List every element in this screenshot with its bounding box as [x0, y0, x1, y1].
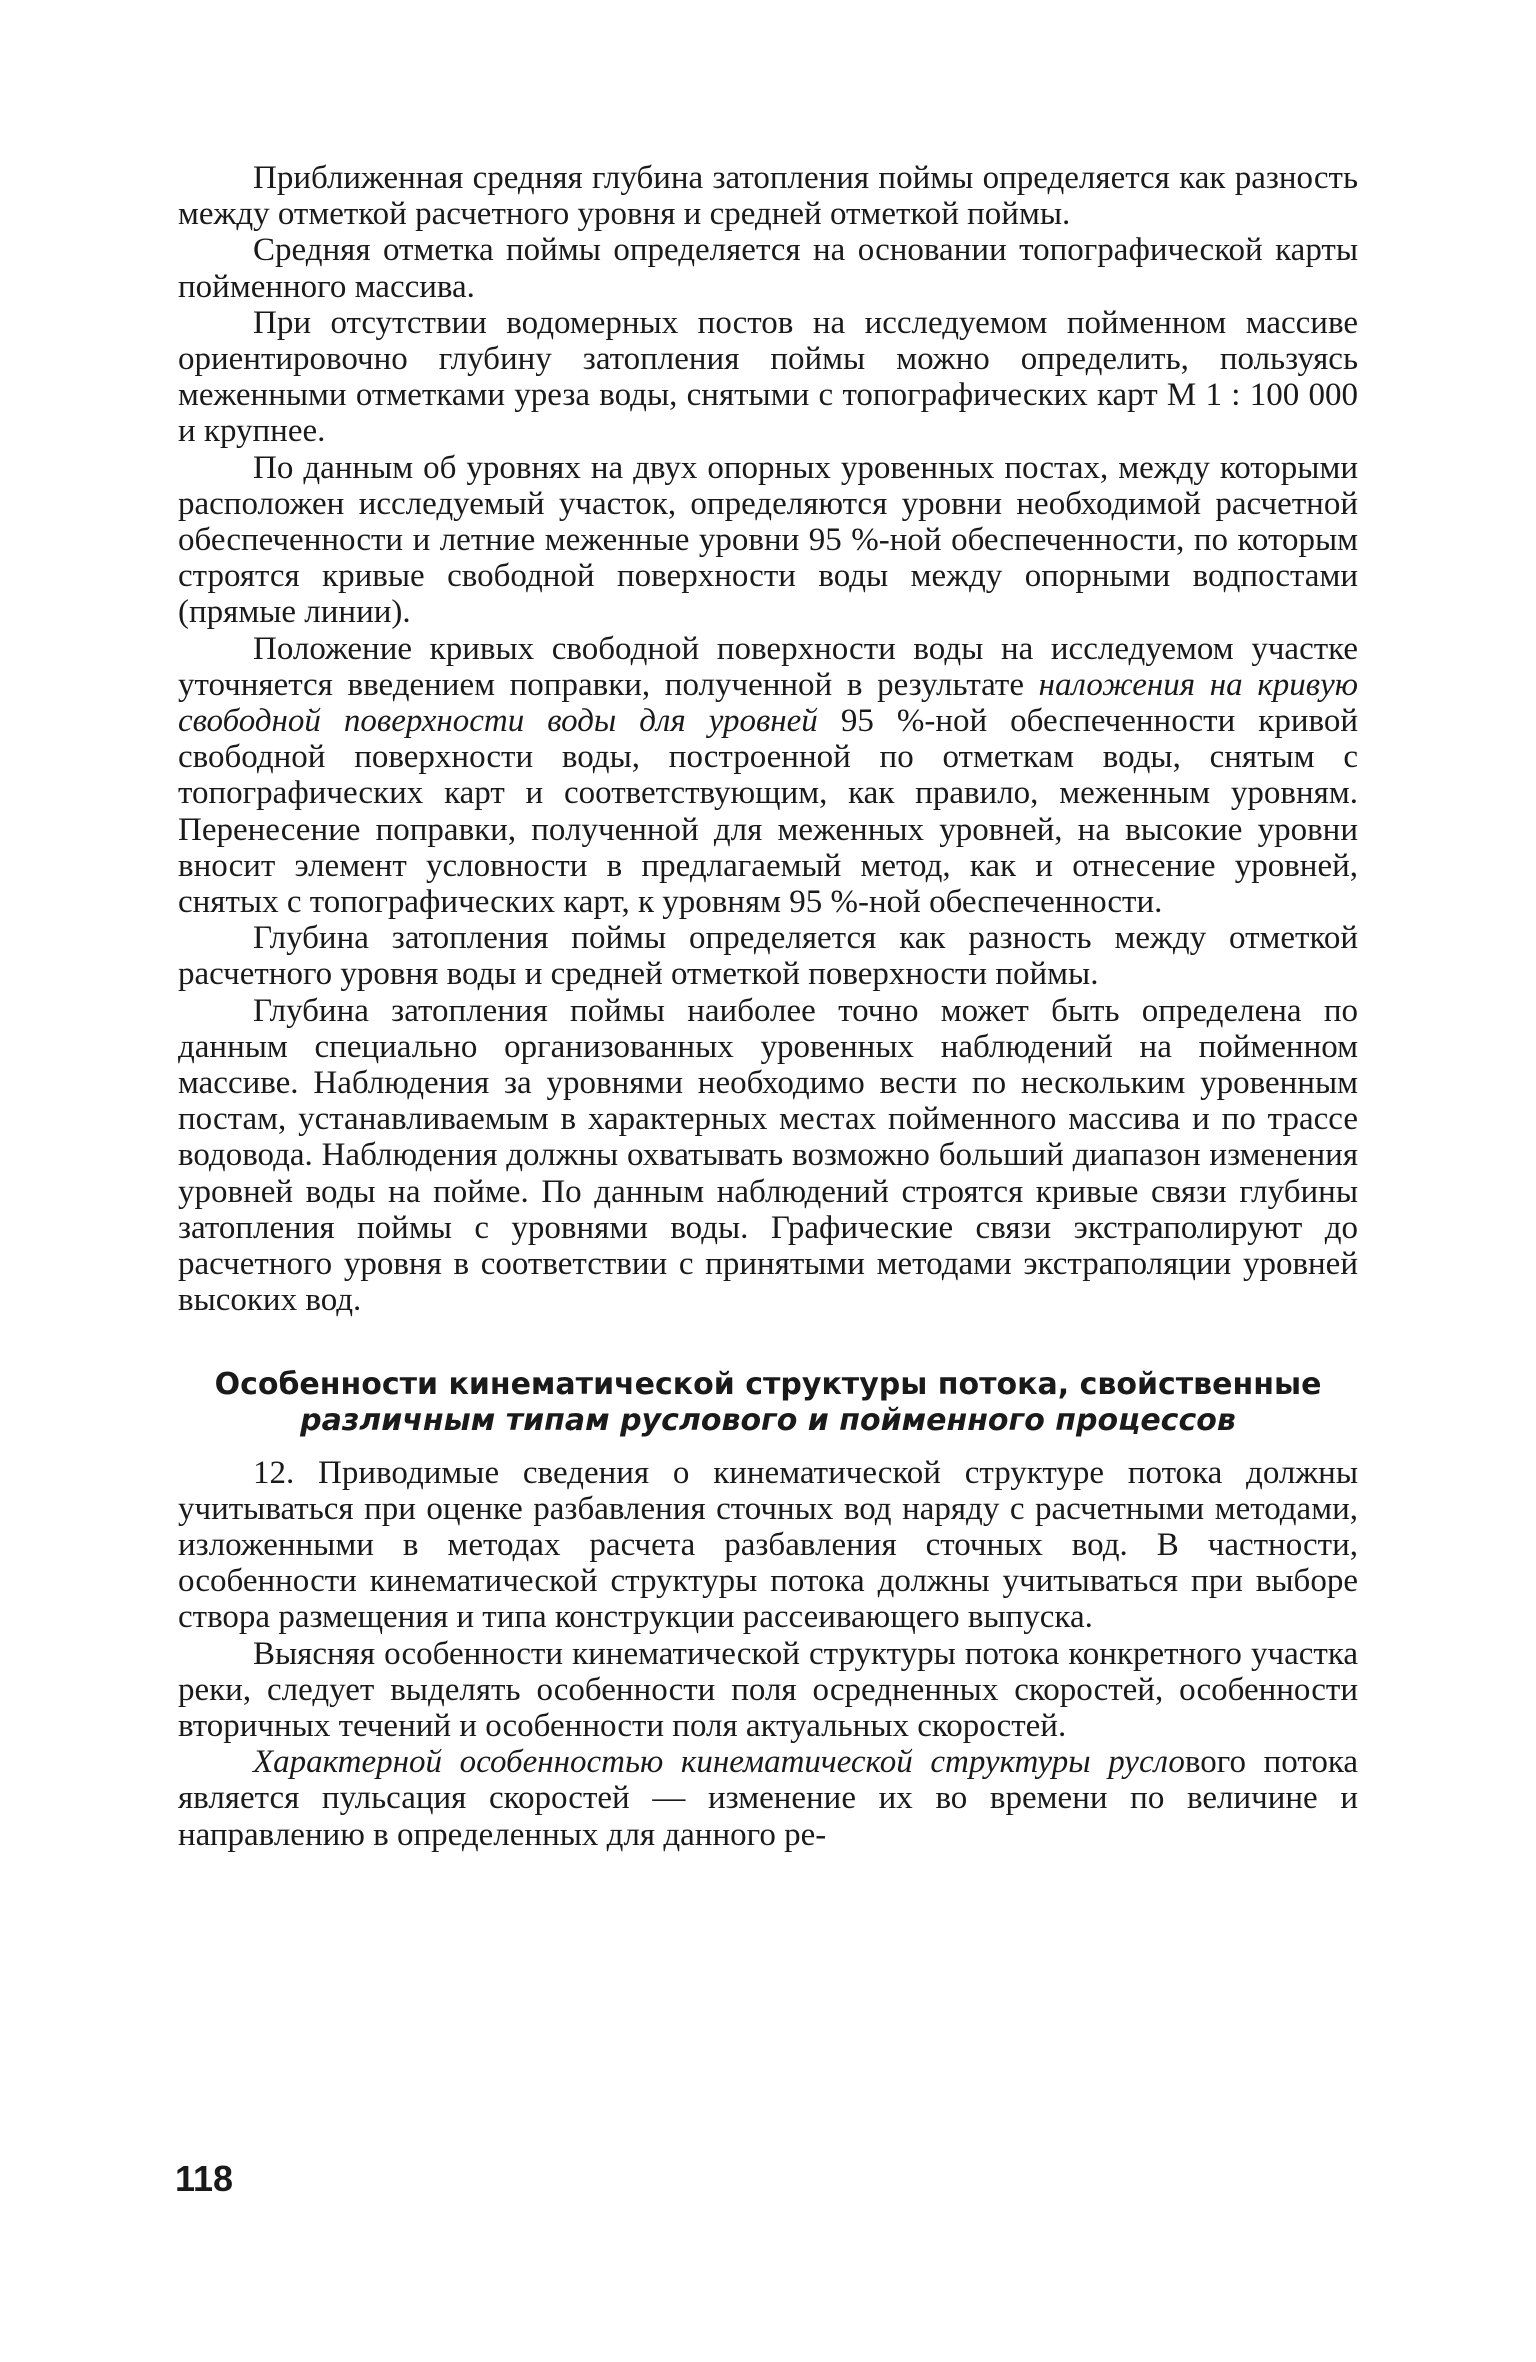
text-run: 95 %-ной обеспеченности кривой свободной поверхности воды, построенной по отметкам воды, снятым с топографических карт и соответствующим, как правило, меженным уровням. Перенесение поправки, полученной для меженных уровней, на высокие уровни вносит элемент условности в предлагаемый метод, как и отнесение уровней, снятых с топографических карт, к уровням 95 %-ной обеспеченности.	[178, 703, 1358, 921]
paragraph: Приближенная средняя глубина затопления поймы определяется как разность между отметкой расчетного уровня и средней отметкой поймы.	[178, 160, 1358, 233]
paragraph	[178, 1744, 1358, 1853]
paragraph: Средняя отметка поймы определяется на основании топографической карты пойменного массива.	[178, 232, 1358, 305]
page-number: 118	[175, 2158, 234, 2199]
paragraph: Выясняя особенности кинематической структуры потока конкретного участка реки, следует выделять особенности поля осредненных скоростей, особенности вторичных течений и особенности поля актуальных скоростей.	[178, 1635, 1358, 1744]
paragraph: По данным об уровнях на двух опорных уровенных постах, между которыми расположен исследуемый участок, определяются уровни необходимой расчетной обеспеченности и летние меженные уровни 95 %-ной обеспеченности, по которым строятся кривые свободной поверхности воды между опорными водпостами (прямые линии).	[178, 449, 1358, 631]
italic-text-run: наложения на кривую свободной поверхности воды для уровней	[178, 666, 1358, 740]
page-body	[178, 160, 1358, 1853]
paragraph: 12. Приводимые сведения о кинематической структуре потока должны учитываться при оценке разбавления сточных вод наряду с расчетными методами, изложенными в методах расчета разбавления сточных вод. В частности, особенности кинематической структуры потока должны учитываться при выборе створа размещения и типа конструкции рассеивающего выпуска.	[178, 1454, 1358, 1636]
paragraph	[178, 631, 1358, 921]
section-heading-line-2: различным типам руслового и пойменного процессов	[300, 1402, 1236, 1438]
italic-text-run: Характерной особенностью кинематической структуры русло	[253, 1744, 1185, 1781]
paragraph: При отсутствии водомерных постов на исследуемом пойменном массиве ориентировочно глубину затопления поймы можно определить, пользуясь меженными отметками уреза воды, снятыми с топографических карт М 1 : 100 000 и крупнее.	[178, 304, 1358, 450]
paragraph: Глубина затопления поймы наиболее точно может быть определена по данным специально организованных уровенных наблюдений на пойменном массиве. Наблюдения за уровнями необходимо вести по нескольким уровенным постам, устанавливаемым в характерных местах пойменного массива и по трассе водовода. Наблюдения должны охватывать возможно больший диапазон изменения уровней воды на пойме. По данным наблюдений строятся кривые связи глубины затопления поймы с уровнями воды. Графические связи экстраполируют до расчетного уровня в соответствии с принятыми методами экстраполяции уровней высоких вод.	[178, 992, 1358, 1319]
paragraph: Глубина затопления поймы определяется как разность между отметкой расчетного уровня воды и средней отметкой поверхности поймы.	[178, 920, 1358, 993]
section-heading-line-1: Особенности кинематической структуры потока, свойственные	[214, 1366, 1322, 1402]
text-run: Положение кривых свободной поверхности воды на исследуемом участке уточняется введением поправки, полученной в результате	[178, 630, 1358, 703]
section-heading	[178, 1367, 1358, 1439]
text-run: вого потока является пульсация скоростей — изменение их во времени по величине и направлению в определенных для данного ре-	[178, 1744, 1358, 1853]
